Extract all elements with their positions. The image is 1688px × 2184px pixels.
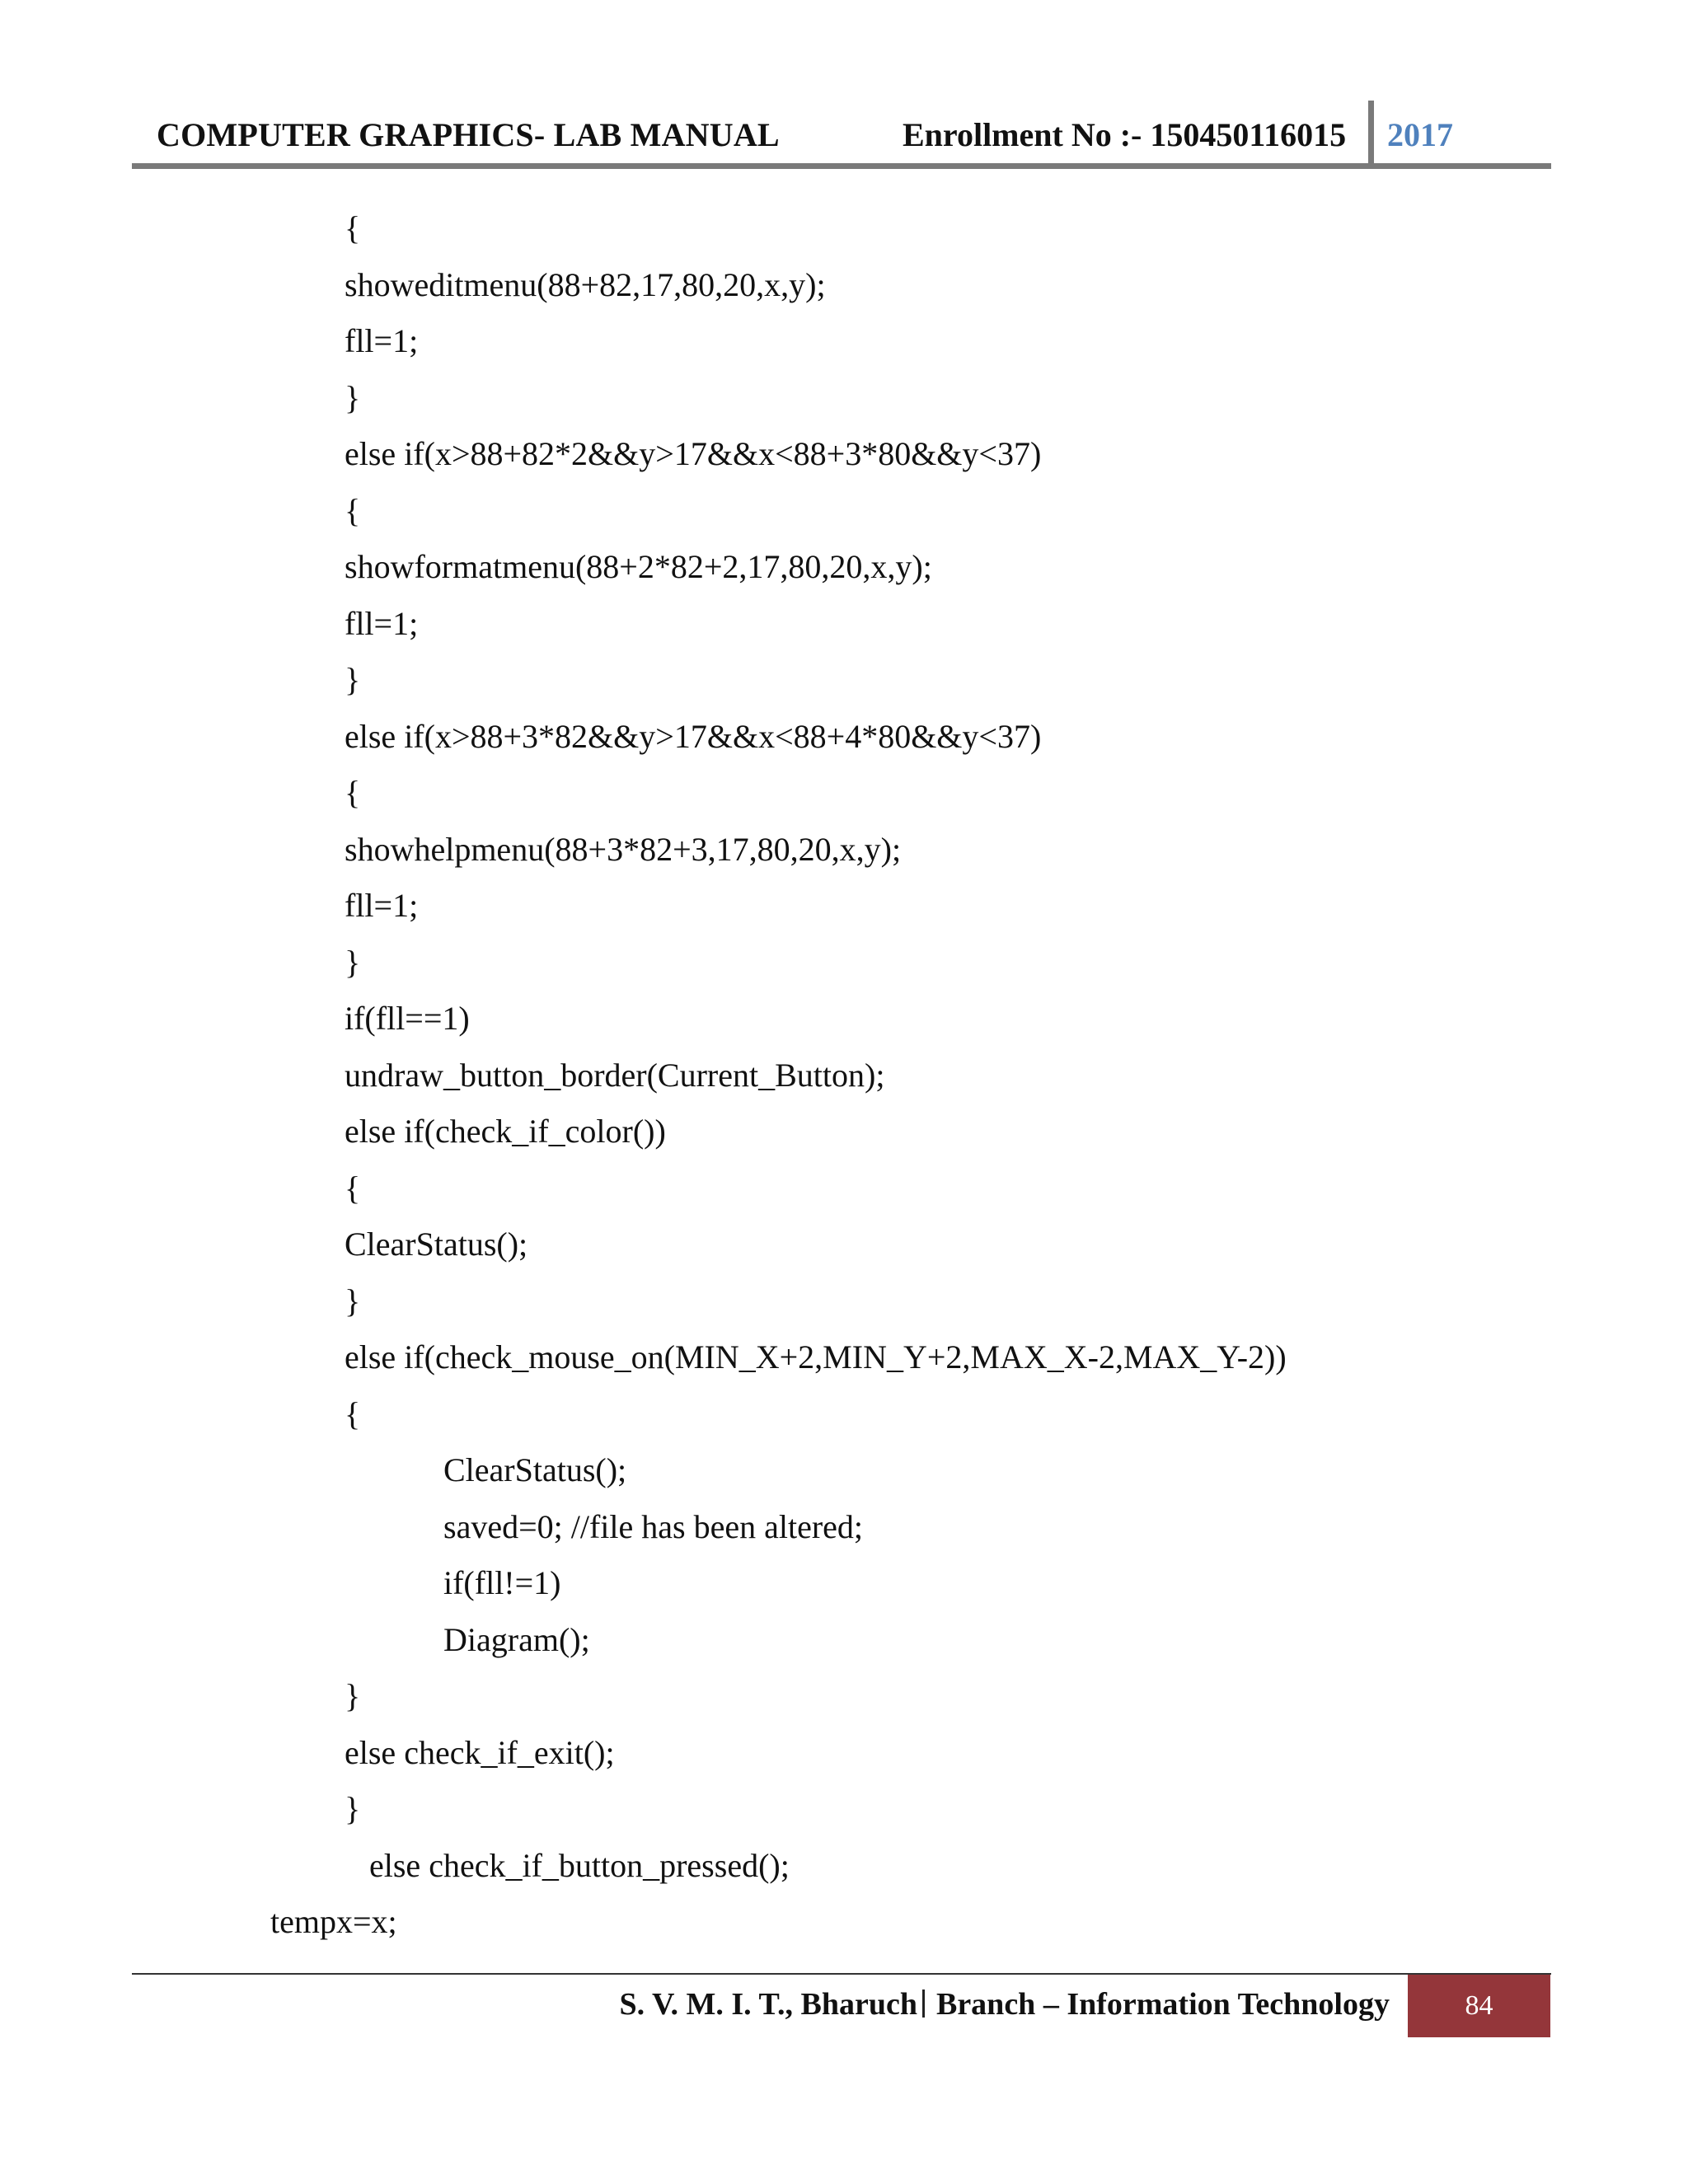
code-line: } xyxy=(345,1677,361,1714)
footer-separator xyxy=(922,1990,925,2018)
code-line: } xyxy=(345,944,361,981)
code-line: } xyxy=(345,661,361,698)
code-line: tempx=x; xyxy=(270,1903,397,1940)
page-number: 84 xyxy=(1465,1990,1493,2021)
enrollment-number: Enrollment No :- 150450116015 xyxy=(903,116,1347,153)
code-line: if(fll!=1) xyxy=(443,1564,561,1601)
branch-name: Branch – Information Technology xyxy=(935,1987,1390,2022)
code-line: fll=1; xyxy=(345,887,419,924)
code-line: { xyxy=(345,492,361,529)
code-line: else check_if_button_pressed(); xyxy=(369,1847,790,1884)
code-line: undraw_button_border(Current_Button); xyxy=(345,1057,885,1094)
code-line: } xyxy=(345,1282,361,1319)
code-line: showeditmenu(88+82,17,80,20,x,y); xyxy=(345,266,826,303)
code-line: showhelpmenu(88+3*82+3,17,80,20,x,y); xyxy=(345,831,902,868)
code-line: { xyxy=(345,209,361,246)
code-line: else if(check_if_color()) xyxy=(345,1113,666,1150)
header-year: 2017 xyxy=(1387,116,1453,153)
code-line: else check_if_exit(); xyxy=(345,1734,615,1771)
code-line: else if(x>88+82*2&&y>17&&x<88+3*80&&y<37) xyxy=(345,435,1042,472)
page-footer xyxy=(620,1986,1390,2022)
code-line: Diagram(); xyxy=(443,1621,590,1658)
code-line: if(fll==1) xyxy=(345,1000,470,1037)
code-line: } xyxy=(345,1790,361,1827)
code-line: { xyxy=(345,1395,361,1432)
code-line: { xyxy=(345,1169,361,1207)
footer-rule xyxy=(132,1973,1551,1975)
manual-title: COMPUTER GRAPHICS- LAB MANUAL xyxy=(157,116,780,153)
code-line: } xyxy=(345,379,361,416)
institute-name: S. V. M. I. T., Bharuch xyxy=(619,1987,917,2022)
code-line: ClearStatus(); xyxy=(443,1451,627,1488)
code-line: saved=0; //file has been altered; xyxy=(443,1508,864,1545)
code-line: else if(check_mouse_on(MIN_X+2,MIN_Y+2,MAX_X-2,MAX_Y-2)) xyxy=(345,1338,1287,1376)
code-line: ClearStatus(); xyxy=(345,1226,528,1263)
code-line: { xyxy=(345,774,361,811)
page-number-box xyxy=(1408,1975,1550,2037)
code-line: showformatmenu(88+2*82+2,17,80,20,x,y); xyxy=(345,548,932,585)
code-line: else if(x>88+3*82&&y>17&&x<88+4*80&&y<37) xyxy=(345,718,1042,755)
code-line: fll=1; xyxy=(345,322,419,359)
code-line: fll=1; xyxy=(345,605,419,642)
